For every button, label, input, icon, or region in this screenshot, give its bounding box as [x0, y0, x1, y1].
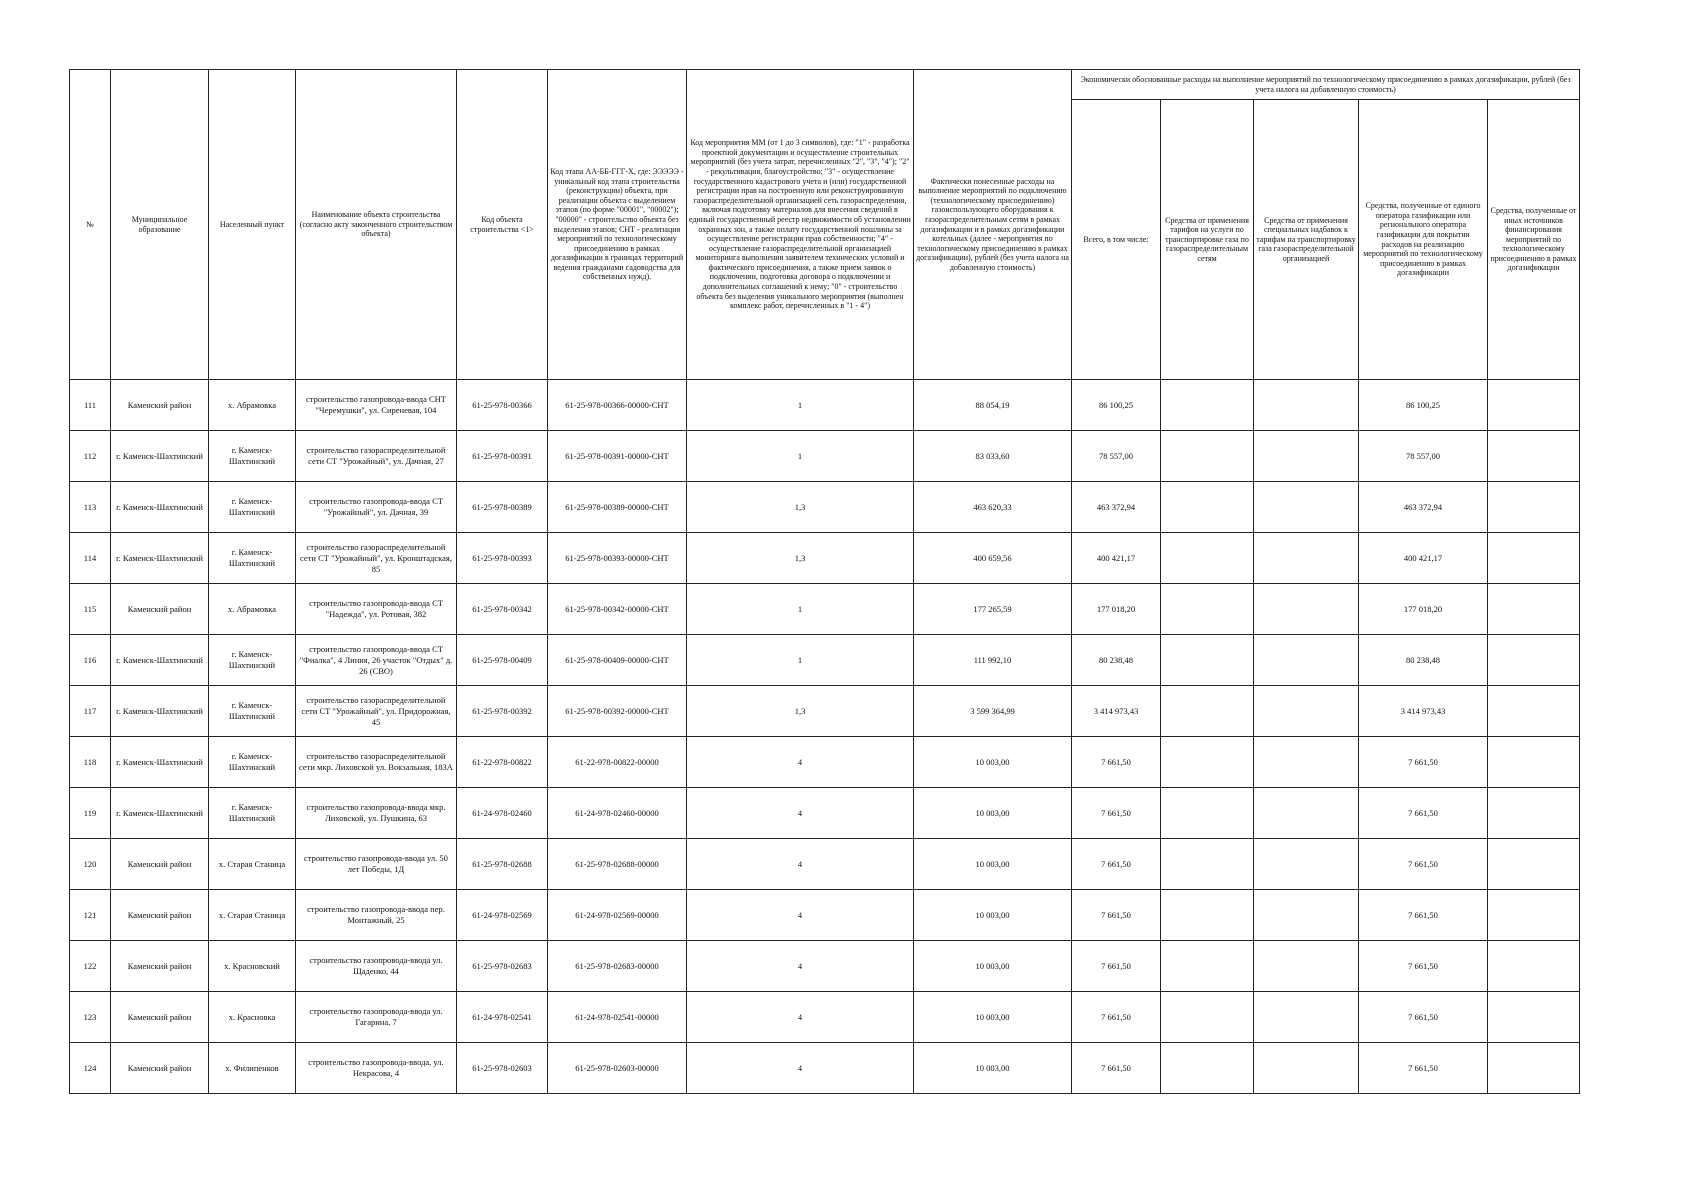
stage-code-cell: 61-25-978-02683-00000: [548, 941, 687, 992]
operator-funds-cell: 86 100,25: [1359, 380, 1488, 431]
other-funds-cell: [1488, 788, 1580, 839]
tariff-funds-cell: [1161, 431, 1254, 482]
object-code-cell: 61-25-978-00389: [457, 482, 548, 533]
surcharge-funds-cell: [1254, 737, 1359, 788]
stage-code-cell: 61-25-978-00392-00000-СНТ: [548, 686, 687, 737]
settlement-cell: х. Абрамовка: [209, 380, 296, 431]
event-code-cell: 1,3: [687, 482, 914, 533]
header-actual-costs: Фактически понесенные расходы на выполнение мероприятий по подключению (технологическому присоединению) газоиспользующего оборудования к газораспределительным сетям в рамках догазификации и в рамках догазификации котельных (далее - мероприятия по технологическому присоединению в рамках догазификации), рублей (без учета налога на добавленную стоимость): [914, 70, 1072, 380]
operator-funds-cell: 7 661,50: [1359, 992, 1488, 1043]
gasification-costs-table: [69, 69, 1580, 1094]
header-object-name: Наименование объекта строительства (согласно акту законченного строительством объекта): [296, 70, 457, 380]
total-cell: 7 661,50: [1072, 839, 1161, 890]
settlement-cell: х. Старая Станица: [209, 839, 296, 890]
header-object-code: Код объекта строительства <1>: [457, 70, 548, 380]
operator-funds-cell: 463 372,94: [1359, 482, 1488, 533]
table-row: [70, 482, 1580, 533]
actual-costs-cell: 88 054,19: [914, 380, 1072, 431]
other-funds-cell: [1488, 1043, 1580, 1094]
surcharge-funds-cell: [1254, 431, 1359, 482]
table-row: [70, 839, 1580, 890]
object-code-cell: 61-25-978-00409: [457, 635, 548, 686]
object-name-cell: строительство газопровода-ввода СНТ "Черемушки", ул. Сиреневая, 104: [296, 380, 457, 431]
object-name-cell: строительство газопровода-ввода СТ "Фиалка", 4 Линия, 26 участок "Отдых" д. 26 (СВО): [296, 635, 457, 686]
actual-costs-cell: 10 003,00: [914, 839, 1072, 890]
object-name-cell: строительство газопровода-ввода, ул. Некрасова, 4: [296, 1043, 457, 1094]
table-row: [70, 788, 1580, 839]
settlement-cell: г. Каменск-Шахтинский: [209, 788, 296, 839]
table-body: [70, 380, 1580, 1094]
object-name-cell: строительство газораспределительной сети СТ "Урожайный", ул. Дачная, 27: [296, 431, 457, 482]
operator-funds-cell: 80 238,48: [1359, 635, 1488, 686]
settlement-cell: г. Каменск-Шахтинский: [209, 686, 296, 737]
row-number-cell: 120: [70, 839, 111, 890]
actual-costs-cell: 177 265,59: [914, 584, 1072, 635]
total-cell: 463 372,94: [1072, 482, 1161, 533]
object-code-cell: 61-25-978-02603: [457, 1043, 548, 1094]
actual-costs-cell: 111 992,10: [914, 635, 1072, 686]
total-cell: 7 661,50: [1072, 890, 1161, 941]
total-cell: 7 661,50: [1072, 941, 1161, 992]
total-cell: 3 414 973,43: [1072, 686, 1161, 737]
actual-costs-cell: 83 033,60: [914, 431, 1072, 482]
other-funds-cell: [1488, 737, 1580, 788]
tariff-funds-cell: [1161, 635, 1254, 686]
total-cell: 7 661,50: [1072, 737, 1161, 788]
municipality-cell: г. Каменск-Шахтинский: [111, 482, 209, 533]
settlement-cell: г. Каменск-Шахтинский: [209, 737, 296, 788]
surcharge-funds-cell: [1254, 890, 1359, 941]
row-number-cell: 113: [70, 482, 111, 533]
row-number-cell: 121: [70, 890, 111, 941]
surcharge-funds-cell: [1254, 482, 1359, 533]
object-name-cell: строительство газораспределительной сети СТ "Урожайный", ул. Придорожная, 45: [296, 686, 457, 737]
object-name-cell: строительство газопровода-ввода пер. Монтажный, 25: [296, 890, 457, 941]
actual-costs-cell: 10 003,00: [914, 890, 1072, 941]
municipality-cell: Каменский район: [111, 584, 209, 635]
event-code-cell: 4: [687, 788, 914, 839]
other-funds-cell: [1488, 482, 1580, 533]
municipality-cell: Каменский район: [111, 992, 209, 1043]
object-code-cell: 61-24-978-02569: [457, 890, 548, 941]
row-number-cell: 118: [70, 737, 111, 788]
municipality-cell: г. Каменск-Шахтинский: [111, 737, 209, 788]
stage-code-cell: 61-24-978-02460-00000: [548, 788, 687, 839]
object-name-cell: строительство газопровода-ввода ул. Щаденко, 44: [296, 941, 457, 992]
header-operator-funds: Средства, полученные от единого оператора газификации или регионального оператора газификации для покрытия расходов на реализацию мероприятий по технологическому присоединению в рамках догазификации: [1359, 100, 1488, 380]
event-code-cell: 1,3: [687, 533, 914, 584]
actual-costs-cell: 10 003,00: [914, 737, 1072, 788]
operator-funds-cell: 7 661,50: [1359, 788, 1488, 839]
operator-funds-cell: 7 661,50: [1359, 890, 1488, 941]
surcharge-funds-cell: [1254, 788, 1359, 839]
row-number-cell: 123: [70, 992, 111, 1043]
event-code-cell: 4: [687, 941, 914, 992]
object-name-cell: строительство газопровода-ввода СТ "Надежда", ул. Ротовая, 382: [296, 584, 457, 635]
row-number-cell: 116: [70, 635, 111, 686]
municipality-cell: г. Каменск-Шахтинский: [111, 686, 209, 737]
object-name-cell: строительство газопровода-ввода ул. 50 лет Победы, 1Д: [296, 839, 457, 890]
total-cell: 78 557,00: [1072, 431, 1161, 482]
table-header: [70, 70, 1580, 380]
municipality-cell: Каменский район: [111, 380, 209, 431]
stage-code-cell: 61-25-978-00342-00000-СНТ: [548, 584, 687, 635]
operator-funds-cell: 400 421,17: [1359, 533, 1488, 584]
table-row: [70, 635, 1580, 686]
document-sheet: [69, 69, 1579, 1094]
municipality-cell: Каменский район: [111, 941, 209, 992]
actual-costs-cell: 463 620,33: [914, 482, 1072, 533]
row-number-cell: 112: [70, 431, 111, 482]
object-code-cell: 61-25-978-00366: [457, 380, 548, 431]
header-municipality: Муниципальное образование: [111, 70, 209, 380]
stage-code-cell: 61-25-978-00389-00000-СНТ: [548, 482, 687, 533]
table-row: [70, 941, 1580, 992]
row-number-cell: 117: [70, 686, 111, 737]
actual-costs-cell: 10 003,00: [914, 1043, 1072, 1094]
total-cell: 7 661,50: [1072, 1043, 1161, 1094]
total-cell: 7 661,50: [1072, 788, 1161, 839]
settlement-cell: г. Каменск-Шахтинский: [209, 533, 296, 584]
table-row: [70, 1043, 1580, 1094]
tariff-funds-cell: [1161, 584, 1254, 635]
object-code-cell: 61-24-978-02541: [457, 992, 548, 1043]
operator-funds-cell: 177 018,20: [1359, 584, 1488, 635]
object-name-cell: строительство газопровода-ввода ул. Гагарина, 7: [296, 992, 457, 1043]
object-name-cell: строительство газораспределительной сети СТ "Урожайный", ул. Кронштадская, 85: [296, 533, 457, 584]
header-tariff-funds: Средства от применения тарифов на услуги по транспортировке газа по газораспределительным сетям: [1161, 100, 1254, 380]
surcharge-funds-cell: [1254, 533, 1359, 584]
other-funds-cell: [1488, 992, 1580, 1043]
tariff-funds-cell: [1161, 380, 1254, 431]
table-row: [70, 584, 1580, 635]
surcharge-funds-cell: [1254, 380, 1359, 431]
other-funds-cell: [1488, 635, 1580, 686]
municipality-cell: Каменский район: [111, 890, 209, 941]
municipality-cell: г. Каменск-Шахтинский: [111, 635, 209, 686]
settlement-cell: х. Филипенков: [209, 1043, 296, 1094]
settlement-cell: х. Красновский: [209, 941, 296, 992]
header-surcharge-funds: Средства от применения специальных надбавок к тарифам на транспортировку газа газораспределительной организацией: [1254, 100, 1359, 380]
operator-funds-cell: 7 661,50: [1359, 941, 1488, 992]
header-stage-code: Код этапа АА-ББ-ГГГ-Х, где: ЭЭЭЭЭ - уникальный код этапа строительства (реконструкции) объекта, при реализации объекта с выделением этапов (по форме "00001", "00002"); "00000" - строительство объекта без выделения этапов; СНТ - реализация мероприятий по технологическому присоединению в рамках догазификации в границах территорий ведения гражданами садоводства для собственных нужд).: [548, 70, 687, 380]
event-code-cell: 4: [687, 992, 914, 1043]
tariff-funds-cell: [1161, 1043, 1254, 1094]
header-event-code: Код мероприятия ММ (от 1 до 3 символов), где: "1" - разработка проектной документации и осуществление строительных мероприятий (без учета затрат, перечисленных "2", "3", "4"); "2" - рекультивация, благоустройство; "3" - осуществление государственного кадастрового учета и (или) государственной регистрации прав на построенную или реконструированную газораспределительной организацией сеть газораспределения, включая подготовку материалов для внесения сведений в единый государственный реестр недвижимости об установлении охранных зон, а также оплату государственной пошлины за осуществление регистрации прав собственности; "4" - осуществление газораспределительной организацией мониторинга выполнения заявителем технических условий и фактического присоединения, а также прием заявок о подключении, подготовка договора о подключении и дополнительных соглашений к нему; "0" - строительство объекта без выделения уникального мероприятия (выполнен комплекс работ, перечисленных в "1 - 4"): [687, 70, 914, 380]
object-code-cell: 61-24-978-02460: [457, 788, 548, 839]
object-code-cell: 61-25-978-00393: [457, 533, 548, 584]
object-code-cell: 61-25-978-02688: [457, 839, 548, 890]
table-row: [70, 992, 1580, 1043]
row-number-cell: 124: [70, 1043, 111, 1094]
table-row: [70, 380, 1580, 431]
stage-code-cell: 61-25-978-02688-00000: [548, 839, 687, 890]
other-funds-cell: [1488, 380, 1580, 431]
row-number-cell: 119: [70, 788, 111, 839]
header-other-funds: Средства, полученные от иных источников финансирования мероприятий по технологическому присоединению в рамках догазификации: [1488, 100, 1580, 380]
row-number-cell: 111: [70, 380, 111, 431]
surcharge-funds-cell: [1254, 1043, 1359, 1094]
tariff-funds-cell: [1161, 890, 1254, 941]
stage-code-cell: 61-24-978-02541-00000: [548, 992, 687, 1043]
operator-funds-cell: 78 557,00: [1359, 431, 1488, 482]
operator-funds-cell: 7 661,50: [1359, 1043, 1488, 1094]
event-code-cell: 1: [687, 380, 914, 431]
object-code-cell: 61-25-978-00391: [457, 431, 548, 482]
stage-code-cell: 61-25-978-00409-00000-СНТ: [548, 635, 687, 686]
tariff-funds-cell: [1161, 941, 1254, 992]
table-row: [70, 737, 1580, 788]
tariff-funds-cell: [1161, 839, 1254, 890]
settlement-cell: г. Каменск-Шахтинский: [209, 635, 296, 686]
tariff-funds-cell: [1161, 992, 1254, 1043]
stage-code-cell: 61-25-978-00391-00000-СНТ: [548, 431, 687, 482]
total-cell: 86 100,25: [1072, 380, 1161, 431]
stage-code-cell: 61-25-978-00393-00000-СНТ: [548, 533, 687, 584]
stage-code-cell: 61-25-978-02603-00000: [548, 1043, 687, 1094]
stage-code-cell: 61-24-978-02569-00000: [548, 890, 687, 941]
other-funds-cell: [1488, 941, 1580, 992]
header-row-group: [70, 70, 1580, 100]
header-economic-group: Экономически обоснованные расходы на выполнение мероприятий по технологическому присоединению в рамках догазификации, рублей (без учета налога на добавленную стоимость): [1072, 70, 1580, 100]
surcharge-funds-cell: [1254, 635, 1359, 686]
total-cell: 80 238,48: [1072, 635, 1161, 686]
municipality-cell: Каменский район: [111, 1043, 209, 1094]
table-row: [70, 686, 1580, 737]
surcharge-funds-cell: [1254, 584, 1359, 635]
total-cell: 400 421,17: [1072, 533, 1161, 584]
event-code-cell: 4: [687, 737, 914, 788]
actual-costs-cell: 3 599 364,99: [914, 686, 1072, 737]
other-funds-cell: [1488, 890, 1580, 941]
surcharge-funds-cell: [1254, 686, 1359, 737]
row-number-cell: 122: [70, 941, 111, 992]
surcharge-funds-cell: [1254, 941, 1359, 992]
other-funds-cell: [1488, 686, 1580, 737]
settlement-cell: х. Красновка: [209, 992, 296, 1043]
actual-costs-cell: 10 003,00: [914, 992, 1072, 1043]
table-row: [70, 533, 1580, 584]
event-code-cell: 4: [687, 890, 914, 941]
object-code-cell: 61-22-978-00822: [457, 737, 548, 788]
stage-code-cell: 61-25-978-00366-00000-СНТ: [548, 380, 687, 431]
object-code-cell: 61-25-978-02683: [457, 941, 548, 992]
municipality-cell: г. Каменск-Шахтинский: [111, 788, 209, 839]
municipality-cell: г. Каменск-Шахтинский: [111, 431, 209, 482]
other-funds-cell: [1488, 839, 1580, 890]
surcharge-funds-cell: [1254, 839, 1359, 890]
operator-funds-cell: 7 661,50: [1359, 737, 1488, 788]
tariff-funds-cell: [1161, 788, 1254, 839]
object-code-cell: 61-25-978-00392: [457, 686, 548, 737]
object-name-cell: строительство газопровода-ввода СТ "Урожайный", ул. Дачная, 39: [296, 482, 457, 533]
settlement-cell: г. Каменск-Шахтинский: [209, 482, 296, 533]
municipality-cell: Каменский район: [111, 839, 209, 890]
operator-funds-cell: 3 414 973,43: [1359, 686, 1488, 737]
row-number-cell: 115: [70, 584, 111, 635]
actual-costs-cell: 10 003,00: [914, 788, 1072, 839]
total-cell: 177 018,20: [1072, 584, 1161, 635]
event-code-cell: 1: [687, 584, 914, 635]
header-settlement: Населенный пункт: [209, 70, 296, 380]
event-code-cell: 4: [687, 839, 914, 890]
tariff-funds-cell: [1161, 533, 1254, 584]
table-row: [70, 431, 1580, 482]
header-total: Всего, в том числе:: [1072, 100, 1161, 380]
object-code-cell: 61-25-978-00342: [457, 584, 548, 635]
other-funds-cell: [1488, 431, 1580, 482]
settlement-cell: г. Каменск-Шахтинский: [209, 431, 296, 482]
event-code-cell: 1: [687, 635, 914, 686]
event-code-cell: 1,3: [687, 686, 914, 737]
row-number-cell: 114: [70, 533, 111, 584]
event-code-cell: 4: [687, 1043, 914, 1094]
surcharge-funds-cell: [1254, 992, 1359, 1043]
tariff-funds-cell: [1161, 686, 1254, 737]
stage-code-cell: 61-22-978-00822-00000: [548, 737, 687, 788]
header-num: №: [70, 70, 111, 380]
event-code-cell: 1: [687, 431, 914, 482]
settlement-cell: х. Старая Станица: [209, 890, 296, 941]
object-name-cell: строительство газораспределительной сети мкр. Лиховской ул. Вокзальная, 183А: [296, 737, 457, 788]
municipality-cell: г. Каменск-Шахтинский: [111, 533, 209, 584]
total-cell: 7 661,50: [1072, 992, 1161, 1043]
tariff-funds-cell: [1161, 482, 1254, 533]
object-name-cell: строительство газопровода-ввода мкр. Лиховской, ул. Пушкина, 63: [296, 788, 457, 839]
other-funds-cell: [1488, 584, 1580, 635]
actual-costs-cell: 400 659,56: [914, 533, 1072, 584]
operator-funds-cell: 7 661,50: [1359, 839, 1488, 890]
actual-costs-cell: 10 003,00: [914, 941, 1072, 992]
other-funds-cell: [1488, 533, 1580, 584]
table-row: [70, 890, 1580, 941]
tariff-funds-cell: [1161, 737, 1254, 788]
settlement-cell: х. Абрамовка: [209, 584, 296, 635]
